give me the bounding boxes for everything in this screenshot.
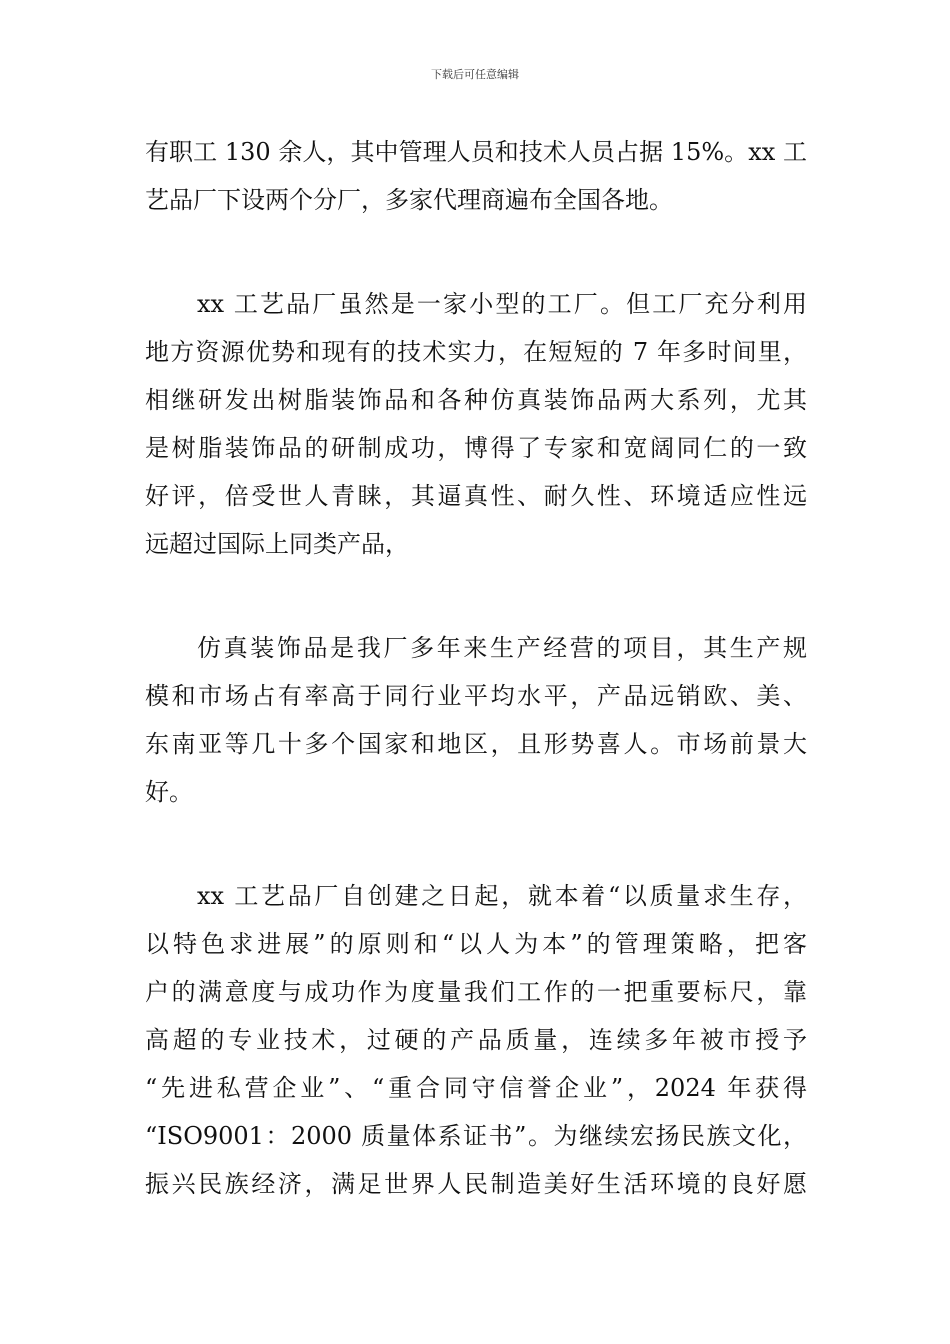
text-line: xx 工艺品厂自创建之日起，就本着“以质量求生存，	[197, 882, 807, 910]
text-line: “先进私营企业”、“重合同守信誉企业”，2024 年获得	[145, 1074, 807, 1102]
text-line: 东南亚等几十多个国家和地区，且形势喜人。市场前景大	[145, 730, 807, 758]
text-line: 远超过国际上同类产品，	[145, 530, 409, 558]
paragraph-gap	[145, 816, 807, 872]
text-line: 是树脂装饰品的研制成功，博得了专家和宽阔同仁的一致	[145, 434, 807, 462]
text-line: 以特色求进展”的原则和“以人为本”的管理策略，把客	[145, 930, 807, 958]
text-line: 相继研发出树脂装饰品和各种仿真装饰品两大系列，尤其	[145, 386, 807, 414]
text-line: 模和市场占有率高于同行业平均水平，产品远销欧、美、	[145, 682, 807, 710]
text-line: 艺品厂下设两个分厂，多家代理商遍布全国各地。	[145, 186, 673, 214]
text-line: 户的满意度与成功作为度量我们工作的一把重要标尺，靠	[145, 978, 807, 1006]
text-line: 有职工 130 余人，其中管理人员和技术人员占据 15%。xx 工	[145, 138, 807, 166]
text-line: xx 工艺品厂虽然是一家小型的工厂。但工厂充分利用	[197, 290, 807, 318]
text-line: 好。	[145, 778, 193, 806]
paragraph-gap	[145, 568, 807, 624]
document-body	[145, 128, 807, 1208]
paragraph	[145, 624, 807, 816]
text-line: 仿真装饰品是我厂多年来生产经营的项目，其生产规	[197, 634, 807, 662]
text-line: “ISO9001：2000 质量体系证书”。为继续宏扬民族文化，	[145, 1122, 807, 1150]
text-line: 振兴民族经济，满足世界人民制造美好生活环境的良好愿	[145, 1170, 807, 1198]
paragraph	[145, 280, 807, 568]
paragraph-gap	[145, 224, 807, 280]
text-line: 高超的专业技术，过硬的产品质量，连续多年被市授予	[145, 1026, 807, 1054]
text-line: 地方资源优势和现有的技术实力，在短短的 7 年多时间里，	[145, 338, 807, 366]
text-line: 好评，倍受世人青睐，其逼真性、耐久性、环境适应性远	[145, 482, 807, 510]
paragraph	[145, 128, 807, 224]
paragraph	[145, 872, 807, 1208]
page-header: 下载后可任意编辑	[431, 68, 519, 81]
